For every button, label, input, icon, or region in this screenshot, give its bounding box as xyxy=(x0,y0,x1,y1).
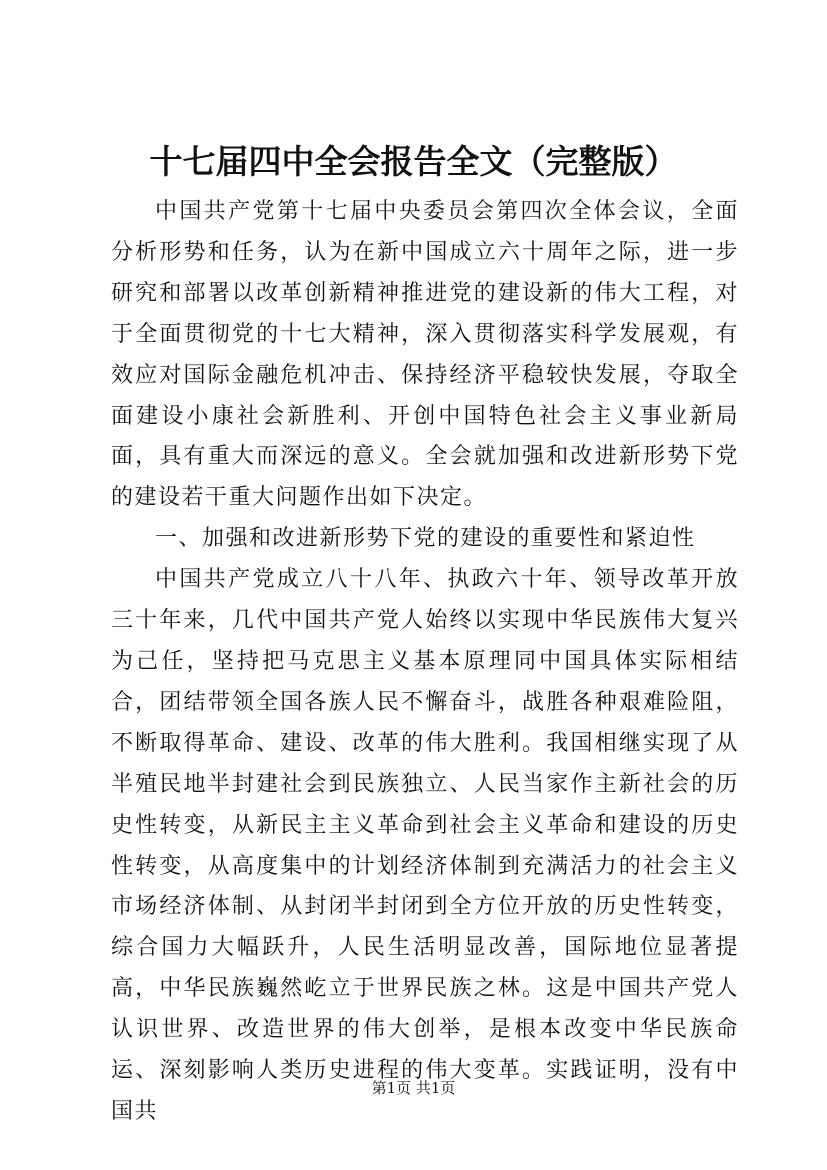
page-footer: 第1页 共1页 xyxy=(371,1079,456,1097)
paragraph-history: 中国共产党成立八十八年、执政六十年、领导改革开放三十年来，几代中国共产党人始终以实现中华民族伟大复兴为己任，坚持把马克思主义基本原理同中国具体实际相结合，团结带领全国各族人民不懈奋斗，战胜各种艰难险阻，不断取得革命、建设、改革的伟大胜利。我国相继实现了从半殖民地半封建社会到民族独立、人民当家作主新社会的历史性转变，从新民主主义革命到社会主义革命和建设的历史性转变，从高度集中的计划经济体制到充满活力的社会主义市场经济体制、从封闭半封闭到全方位开放的历史性转变，综合国力大幅跃升，人民生活明显改善，国际地位显著提高，中华民族巍然屹立于世界民族之林。这是中国共产党人认识世界、改造世界的伟大创举，是根本改变中华民族命运、深刻影响人类历史进程的伟大变革。实践证明，没有中国共 xyxy=(111,567,739,1124)
document-title: 十七届四中全会报告全文（完整版） xyxy=(149,142,678,181)
paragraph-intro: 中国共产党第十七届中央委员会第四次全体会议，全面分析形势和任务，认为在新中国成立六十周年之际，进一步研究和部署以改革创新精神推进党的建设新的伟大工程，对于全面贯彻党的十七大精神，深入贯彻落实科学发展观，有效应对国际金融危机冲击、保持经济平稳较快发展，夺取全面建设小康社会新胜利、开创中国特色社会主义事业新局面，具有重大而深远的意义。全会就加强和改进新形势下党的建设若干重大问题作出如下决定。 xyxy=(111,199,739,511)
document-body xyxy=(111,192,739,1133)
section-heading-1: 一、加强和改进新形势下党的建设的重要性和紧迫性 xyxy=(155,526,696,552)
